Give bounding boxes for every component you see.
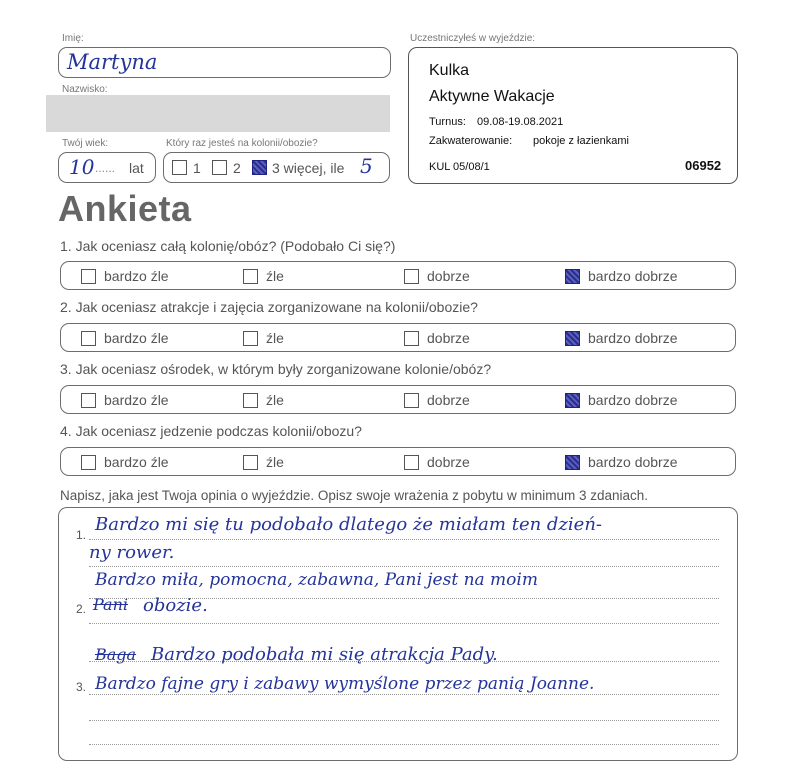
- q4-checkbox-bardzo-dobrze[interactable]: [565, 455, 580, 470]
- q3-opt-bardzo-zle[interactable]: [81, 392, 169, 408]
- question-2: 2. Jak oceniasz atrakcje i zajęcia zorganizowane na kolonii/obozie?: [60, 299, 478, 315]
- question-1-options: [60, 261, 736, 290]
- turnus-value: 09.08-19.08.2021: [477, 116, 564, 128]
- q2-opt-label-bardzo-dobrze: bardzo dobrze: [588, 330, 678, 346]
- q1-opt-dobrze[interactable]: [404, 268, 470, 284]
- opinion-number-1: 1.: [76, 528, 87, 542]
- q1-opt-bardzo-zle[interactable]: [81, 268, 169, 284]
- opinion-text-2b: obozie.: [143, 595, 208, 616]
- age-label: Twój wiek:: [62, 138, 109, 149]
- age-dots: ......: [95, 161, 116, 175]
- q2-opt-label-bardzo-zle: bardzo źle: [104, 330, 169, 346]
- q3-opt-label-zle: źle: [266, 392, 284, 408]
- surname-label: Nazwisko:: [62, 84, 108, 95]
- q3-opt-label-bardzo-zle: bardzo źle: [104, 392, 169, 408]
- opinion-number-2: 2.: [76, 602, 87, 616]
- q4-opt-label-dobrze: dobrze: [427, 454, 470, 470]
- q4-opt-zle[interactable]: [243, 454, 284, 470]
- turnus-label: Turnus:: [429, 116, 466, 128]
- q1-checkbox-bardzo-zle[interactable]: [81, 269, 96, 284]
- participant-number: 06952: [685, 158, 722, 173]
- opinion-text-1a: Bardzo mi się tu podobało dlatego że miałam ten dzień-: [95, 514, 602, 535]
- q3-opt-label-dobrze: dobrze: [427, 392, 470, 408]
- participant-label: Uczestniczyłeś w wyjeździe:: [410, 33, 536, 44]
- opinion-line-6: [89, 694, 719, 695]
- q2-checkbox-bardzo-zle[interactable]: [81, 331, 96, 346]
- opinion-line-8: [89, 744, 719, 745]
- q3-opt-label-bardzo-dobrze: bardzo dobrze: [588, 392, 678, 408]
- q1-checkbox-zle[interactable]: [243, 269, 258, 284]
- q1-checkbox-bardzo-dobrze[interactable]: [565, 269, 580, 284]
- q1-opt-label-dobrze: dobrze: [427, 268, 470, 284]
- q2-opt-dobrze[interactable]: [404, 330, 470, 346]
- opinion-box[interactable]: [58, 507, 738, 761]
- q3-checkbox-dobrze[interactable]: [404, 393, 419, 408]
- opinion-line-1: [89, 539, 719, 540]
- q4-opt-bardzo-zle[interactable]: [81, 454, 169, 470]
- age-field[interactable]: [58, 152, 156, 183]
- visit-label: Który raz jesteś na kolonii/obozie?: [166, 138, 318, 149]
- q1-opt-bardzo-dobrze[interactable]: [565, 268, 678, 284]
- q3-opt-zle[interactable]: [243, 392, 284, 408]
- visit-checkbox-3[interactable]: [252, 160, 267, 175]
- q2-opt-zle[interactable]: [243, 330, 284, 346]
- q3-opt-bardzo-dobrze[interactable]: [565, 392, 678, 408]
- q1-checkbox-dobrze[interactable]: [404, 269, 419, 284]
- question-3-options: [60, 385, 736, 414]
- q4-checkbox-zle[interactable]: [243, 455, 258, 470]
- opinion-number-3: 3.: [76, 680, 87, 694]
- question-4-options: [60, 447, 736, 476]
- visit-checkbox-1[interactable]: [172, 160, 187, 175]
- opinion-line-2: [89, 566, 719, 567]
- visit-opt1-label: 1: [193, 160, 201, 176]
- participant-org: Kulka: [429, 62, 470, 79]
- q1-opt-zle[interactable]: [243, 268, 284, 284]
- q4-opt-label-bardzo-zle: bardzo źle: [104, 454, 169, 470]
- q3-opt-dobrze[interactable]: [404, 392, 470, 408]
- opinion-text-3-struck: Baga: [95, 645, 137, 664]
- survey-title: Ankieta: [58, 188, 192, 229]
- participant-code: KUL 05/08/1: [429, 161, 490, 173]
- q4-opt-label-bardzo-dobrze: bardzo dobrze: [588, 454, 678, 470]
- opinion-text-2b-struck: Pani: [93, 595, 129, 614]
- q3-checkbox-bardzo-zle[interactable]: [81, 393, 96, 408]
- visit-opt2-label: 2: [233, 160, 241, 176]
- question-2-options: [60, 323, 736, 352]
- q4-opt-label-zle: źle: [266, 454, 284, 470]
- opinion-prompt: Napisz, jaka jest Twoja opinia o wyjeździe. Opisz swoje wrażenia z pobytu w minimum 3 zdaniach.: [60, 488, 649, 503]
- question-3: 3. Jak oceniasz ośrodek, w którym były zorganizowane kolonie/obóz?: [60, 361, 492, 377]
- accom-value: pokoje z łazienkami: [533, 135, 629, 147]
- q3-checkbox-bardzo-dobrze[interactable]: [565, 393, 580, 408]
- accom-label: Zakwaterowanie:: [429, 135, 513, 147]
- question-1: 1. Jak oceniasz całą kolonię/obóz? (Podobało Ci się?): [60, 238, 396, 254]
- q2-opt-bardzo-zle[interactable]: [81, 330, 169, 346]
- q2-opt-bardzo-dobrze[interactable]: [565, 330, 678, 346]
- opinion-text-1b: ny rower.: [89, 542, 175, 563]
- q2-opt-label-dobrze: dobrze: [427, 330, 470, 346]
- q4-checkbox-dobrze[interactable]: [404, 455, 419, 470]
- visit-count: 5: [360, 154, 373, 178]
- question-4: 4. Jak oceniasz jedzenie podczas kolonii/obozu?: [60, 423, 362, 439]
- q1-opt-label-zle: źle: [266, 268, 284, 284]
- name-label: Imię:: [62, 33, 84, 44]
- participant-box: [408, 47, 738, 184]
- opinion-text-3: Bardzo podobała mi się atrakcja Pady.: [151, 644, 498, 665]
- visit-opt3-label: 3 więcej, ile: [272, 160, 345, 176]
- q4-checkbox-bardzo-zle[interactable]: [81, 455, 96, 470]
- q3-checkbox-zle[interactable]: [243, 393, 258, 408]
- age-value: 10: [69, 155, 95, 179]
- q2-checkbox-bardzo-dobrze[interactable]: [565, 331, 580, 346]
- opinion-line-7: [89, 720, 719, 721]
- q4-opt-bardzo-dobrze[interactable]: [565, 454, 678, 470]
- opinion-text-2a: Bardzo miła, pomocna, zabawna, Pani jest na moim: [95, 570, 538, 590]
- name-field[interactable]: [58, 47, 391, 78]
- visit-checkbox-2[interactable]: [212, 160, 227, 175]
- q2-checkbox-zle[interactable]: [243, 331, 258, 346]
- surname-redaction: [46, 95, 390, 132]
- age-unit: lat: [129, 160, 144, 176]
- q1-opt-label-bardzo-zle: bardzo źle: [104, 268, 169, 284]
- q2-checkbox-dobrze[interactable]: [404, 331, 419, 346]
- q2-opt-label-zle: źle: [266, 330, 284, 346]
- visit-field[interactable]: [163, 152, 390, 183]
- participant-program: Aktywne Wakacje: [429, 88, 555, 105]
- q4-opt-dobrze[interactable]: [404, 454, 470, 470]
- opinion-line-4: [89, 623, 719, 624]
- opinion-text-4: Bardzo fajne gry i zabawy wymyślone przez panią Joanne.: [95, 674, 595, 694]
- name-value: Martyna: [67, 50, 158, 74]
- q1-opt-label-bardzo-dobrze: bardzo dobrze: [588, 268, 678, 284]
